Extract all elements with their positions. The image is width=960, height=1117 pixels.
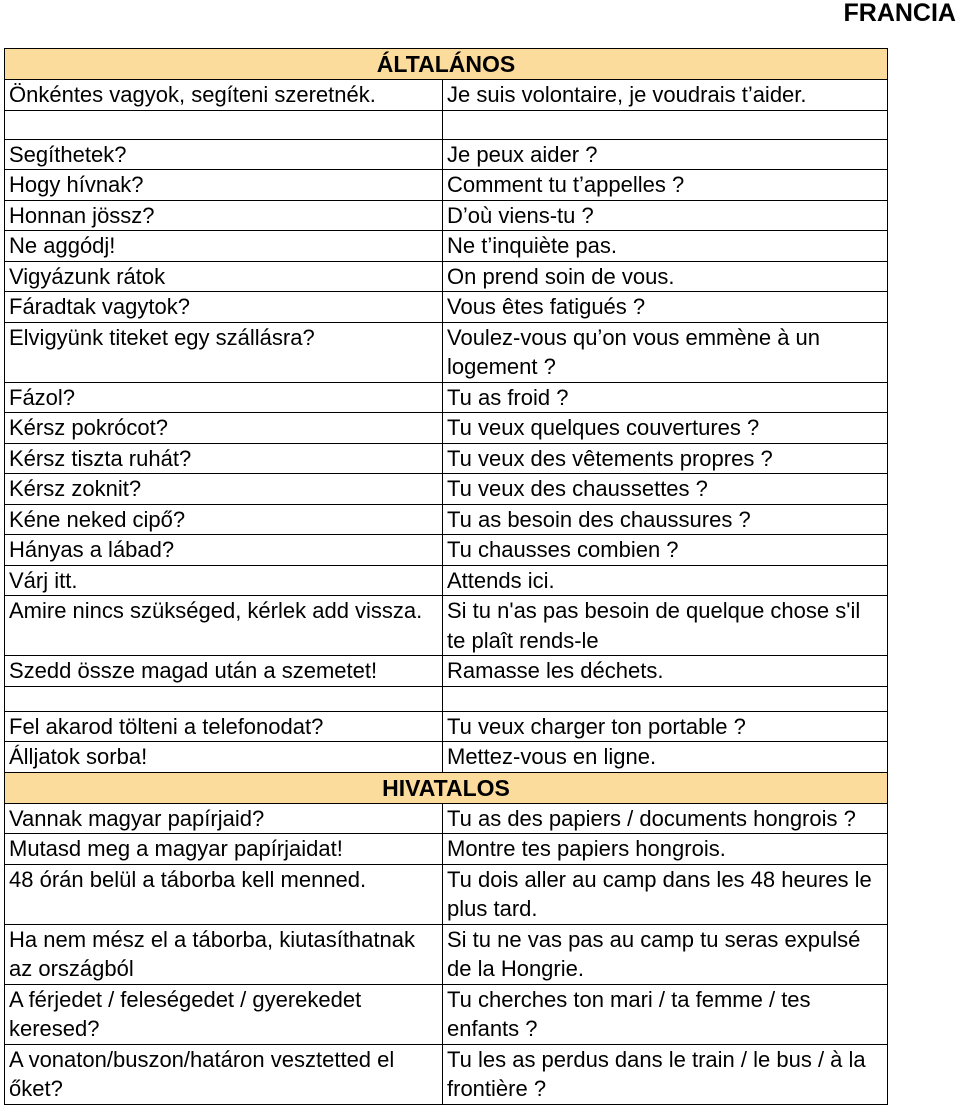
hungarian-phrase: A vonaton/buszon/határon vesztetted el őket? [5,1044,443,1104]
spacer-row [5,110,888,139]
table-row [5,656,888,687]
section-header-official [5,772,888,803]
table-row [5,413,888,444]
hungarian-phrase: Amire nincs szükséged, kérlek add vissza. [5,596,443,656]
hungarian-phrase: A férjedet / feleségedet / gyerekedet keresed? [5,984,443,1044]
table-row [5,261,888,292]
french-phrase: Ramasse les déchets. [443,656,888,687]
table-row [5,864,888,924]
french-phrase: Mettez-vous en ligne. [443,742,888,773]
table-row [5,322,888,382]
french-phrase: Tu as des papiers / documents hongrois ? [443,803,888,834]
french-phrase: Tu veux des chaussettes ? [443,474,888,505]
french-phrase: Tu cherches ton mari / ta femme / tes enfants ? [443,984,888,1044]
french-phrase: Si tu ne vas pas au camp tu seras expulsé de la Hongrie. [443,924,888,984]
hungarian-phrase: Kéne neked cipő? [5,504,443,535]
french-phrase: Tu les as perdus dans le train / le bus / à la frontière ? [443,1044,888,1104]
table-row [5,596,888,656]
french-phrase: Attends ici. [443,565,888,596]
table-row [5,711,888,742]
hungarian-phrase: Hányas a lábad? [5,535,443,566]
table-row [5,742,888,773]
section-heading: ÁLTALÁNOS [5,49,888,80]
hungarian-phrase: Vannak magyar papírjaid? [5,803,443,834]
table-row [5,80,888,111]
hungarian-phrase: Fáradtak vagytok? [5,292,443,323]
phrase-table [4,48,888,1105]
hungarian-phrase: Szedd össze magad után a szemetet! [5,656,443,687]
french-phrase: On prend soin de vous. [443,261,888,292]
table-row [5,924,888,984]
table-row [5,231,888,262]
section-header-general [5,49,888,80]
french-phrase: D’où viens-tu ? [443,200,888,231]
french-phrase: Tu dois aller au camp dans les 48 heures le plus tard. [443,864,888,924]
french-phrase: Tu as besoin des chaussures ? [443,504,888,535]
table-row [5,382,888,413]
french-phrase: Voulez-vous qu’on vous emmène à un logement ? [443,322,888,382]
hungarian-phrase: Vigyázunk rátok [5,261,443,292]
table-row [5,292,888,323]
french-phrase: Tu as froid ? [443,382,888,413]
hungarian-phrase: Ne aggódj! [5,231,443,262]
french-phrase: Je suis volontaire, je voudrais t’aider. [443,80,888,111]
french-phrase: Si tu n'as pas besoin de quelque chose s'il te plaît rends-le [443,596,888,656]
hungarian-phrase: Álljatok sorba! [5,742,443,773]
hungarian-phrase: 48 órán belül a táborba kell menned. [5,864,443,924]
hungarian-phrase: Segíthetek? [5,139,443,170]
hungarian-phrase: Kérsz pokrócot? [5,413,443,444]
table-row [5,565,888,596]
table-row [5,139,888,170]
french-phrase: Montre tes papiers hongrois. [443,834,888,865]
hungarian-phrase: Mutasd meg a magyar papírjaidat! [5,834,443,865]
table-row [5,1044,888,1104]
page-title: FRANCIA [843,0,956,27]
french-phrase: Comment tu t’appelles ? [443,170,888,201]
table-row [5,170,888,201]
hungarian-phrase: Honnan jössz? [5,200,443,231]
table-row [5,535,888,566]
french-phrase: Tu veux charger ton portable ? [443,711,888,742]
hungarian-phrase: Hogy hívnak? [5,170,443,201]
french-phrase: Je peux aider ? [443,139,888,170]
hungarian-phrase: Ha nem mész el a táborba, kiutasíthatnak az országból [5,924,443,984]
spacer-row [5,686,888,711]
hungarian-phrase: Elvigyünk titeket egy szállásra? [5,322,443,382]
table-row [5,834,888,865]
hungarian-phrase: Várj itt. [5,565,443,596]
table-row [5,803,888,834]
hungarian-phrase: Fázol? [5,382,443,413]
table-row [5,504,888,535]
hungarian-phrase: Kérsz zoknit? [5,474,443,505]
section-heading: HIVATALOS [5,772,888,803]
french-phrase: Tu veux quelques couvertures ? [443,413,888,444]
hungarian-phrase: Fel akarod tölteni a telefonodat? [5,711,443,742]
french-phrase: Vous êtes fatigués ? [443,292,888,323]
french-phrase: Tu veux des vêtements propres ? [443,443,888,474]
table-row [5,200,888,231]
hungarian-phrase: Önkéntes vagyok, segíteni szeretnék. [5,80,443,111]
table-row [5,474,888,505]
hungarian-phrase: Kérsz tiszta ruhát? [5,443,443,474]
table-row [5,443,888,474]
french-phrase: Ne t’inquiète pas. [443,231,888,262]
table-row [5,984,888,1044]
french-phrase: Tu chausses combien ? [443,535,888,566]
